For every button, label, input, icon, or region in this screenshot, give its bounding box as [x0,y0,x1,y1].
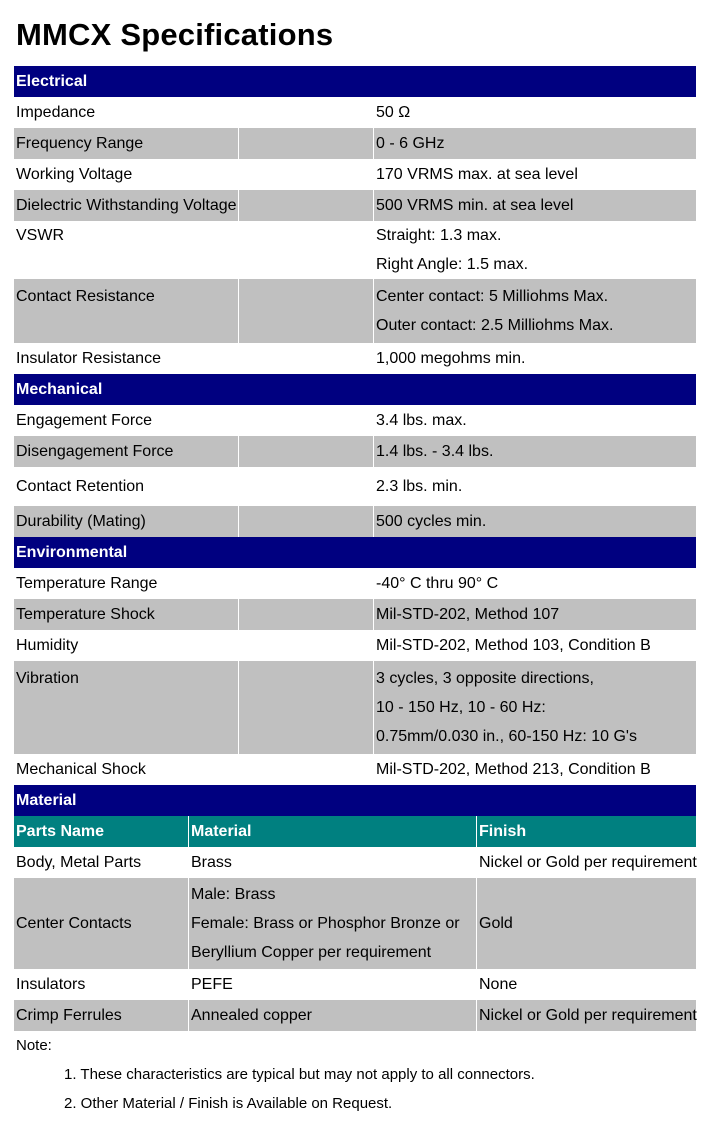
spec-value-line: 170 VRMS max. at sea level [376,166,578,183]
spec-label-text: Durability (Mating) [16,513,146,530]
spec-value [374,405,696,436]
spec-row [14,159,696,190]
spec-value-line: 1.4 lbs. - 3.4 lbs. [376,443,494,460]
spec-label-text: Humidity [16,637,79,654]
spec-label [14,630,239,661]
spec-label-text: Frequency Range [16,135,144,152]
material-row [14,847,696,878]
spec-value-line: 50 Ω [376,104,411,121]
spec-label [14,754,239,785]
part-name: Center Contacts [14,878,189,969]
spec-row [14,279,696,343]
note-list [14,1060,696,1118]
material-line: PEFE [191,976,233,993]
spacer-cell [239,436,374,467]
spec-label [14,568,239,599]
spec-label [14,436,239,467]
material-row [14,969,696,1000]
spec-value-line: Outer contact: 2.5 Milliohms Max. [376,317,614,334]
spacer-cell [239,754,374,785]
environmental-rows [14,568,696,785]
spec-value-line: Mil-STD-202, Method 107 [376,606,560,623]
spec-row [14,128,696,159]
material-cell [189,1000,477,1031]
spec-value-line: 0 - 6 GHz [376,135,445,152]
note-item: 1. These characteristics are typical but may not apply to all connectors. [64,1066,535,1083]
spec-row [14,436,696,467]
part-name: Body, Metal Parts [14,847,189,878]
spec-label [14,221,239,279]
spec-label [14,506,239,537]
column-header-material: Material [189,816,477,847]
spec-value [374,343,696,374]
column-header-finish: Finish [479,823,527,840]
material-table-header [14,816,696,847]
finish-cell: Nickel or Gold per requirement [479,853,697,871]
section-heading-environmental: Environmental [14,537,696,568]
part-name: Crimp Ferrules [14,1000,189,1031]
spec-label-text: Engagement Force [16,412,153,429]
material-cell [189,878,477,969]
spec-value-line: 10 - 150 Hz, 10 - 60 Hz: [376,699,546,716]
spec-value-line: Mil-STD-202, Method 103, Condition B [376,637,651,654]
material-line: Male: Brass [191,886,276,903]
spec-value [374,159,696,190]
spec-label-text: Disengagement Force [16,443,174,460]
finish-cell: Nickel or Gold per requirement [479,1006,697,1024]
spacer-cell [239,343,374,374]
spec-value [374,97,696,128]
spec-label [14,159,239,190]
spec-row [14,97,696,128]
material-line: Beryllium Copper per requirement [191,944,432,961]
spec-value [374,128,696,159]
spec-row [14,630,696,661]
spec-value-line: Right Angle: 1.5 max. [376,256,529,273]
spec-value-line: 2.3 lbs. min. [376,478,463,495]
spec-row [14,506,696,537]
material-line: Female: Brass or Phosphor Bronze or [191,915,460,932]
spec-label-text: Insulator Resistance [16,350,161,367]
spec-label-text: Contact Resistance [16,288,155,305]
spec-row [14,405,696,436]
spec-row [14,467,696,506]
spec-value [374,279,696,343]
spacer-cell [239,467,374,506]
spacer-cell [239,97,374,128]
spec-row [14,190,696,221]
spec-value [374,568,696,599]
spec-label [14,405,239,436]
page-title: MMCX Specifications [16,17,334,52]
spec-label-text: Vibration [16,670,79,687]
spec-value [374,661,696,754]
spec-value-line: 3 cycles, 3 opposite directions, [376,670,594,687]
spec-label [14,343,239,374]
spec-row [14,343,696,374]
spacer-cell [239,190,374,221]
spec-value [374,599,696,630]
electrical-rows [14,97,696,374]
finish-cell: Gold [479,914,513,932]
spec-label [14,190,239,221]
spec-label-text: VSWR [16,227,64,244]
spec-value [374,436,696,467]
spec-label [14,128,239,159]
spec-row [14,754,696,785]
material-row [14,878,696,969]
part-name: Insulators [14,969,189,1000]
material-cell [189,969,477,1000]
section-heading-mechanical: Mechanical [14,374,696,405]
spacer-cell [239,630,374,661]
spec-label [14,661,239,754]
spec-value-line: Center contact: 5 Milliohms Max. [376,288,609,305]
spec-value-line: Mil-STD-202, Method 213, Condition B [376,761,651,778]
section-heading-electrical: Electrical [14,66,696,97]
spec-value-line: 500 cycles min. [376,513,487,530]
spec-label [14,279,239,343]
spec-value-line: 0.75mm/0.030 in., 60-150 Hz: 10 G's [376,728,637,745]
spacer-cell [239,568,374,599]
spec-value-line: Straight: 1.3 max. [376,227,502,244]
spacer-cell [239,221,374,279]
spec-label [14,97,239,128]
finish-cell: None [479,975,518,993]
spec-label-text: Temperature Shock [16,606,155,623]
spec-value [374,754,696,785]
material-rows [14,847,696,1031]
material-line: Annealed copper [191,1007,312,1024]
spec-label [14,467,239,506]
material-line: Brass [191,854,232,871]
spec-value [374,190,696,221]
spacer-cell [239,279,374,343]
spacer-cell [239,159,374,190]
spacer-cell [239,405,374,436]
notes [14,1031,696,1118]
material-row [14,1000,696,1031]
spec-label-text: Impedance [16,104,96,121]
spec-value [374,506,696,537]
spec-value [374,467,696,506]
spec-row [14,221,696,279]
spacer-cell [239,506,374,537]
spec-value-line: 500 VRMS min. at sea level [376,197,574,214]
spec-sheet [14,66,696,1118]
section-heading-material: Material [14,785,696,816]
spec-value-line: -40° C thru 90° C [376,575,499,592]
column-header-parts-name: Parts Name [14,816,189,847]
mechanical-rows [14,405,696,537]
spacer-cell [239,599,374,630]
spec-row [14,568,696,599]
spec-label-text: Dielectric Withstanding Voltage [16,197,237,214]
spacer-cell [239,661,374,754]
material-cell [189,847,477,878]
note-item: 2. Other Material / Finish is Available on Request. [64,1095,393,1112]
spec-label-text: Temperature Range [16,575,158,592]
spec-label-text: Mechanical Shock [16,761,146,778]
spec-label [14,599,239,630]
spacer-cell [239,128,374,159]
spec-value [374,221,696,279]
spec-value-line: 1,000 megohms min. [376,350,526,367]
spec-value [374,630,696,661]
spec-row [14,661,696,754]
spec-label-text: Working Voltage [16,166,133,183]
note-label: Note: [16,1037,52,1054]
spec-value-line: 3.4 lbs. max. [376,412,467,429]
spec-row [14,599,696,630]
spec-label-text: Contact Retention [16,478,145,495]
